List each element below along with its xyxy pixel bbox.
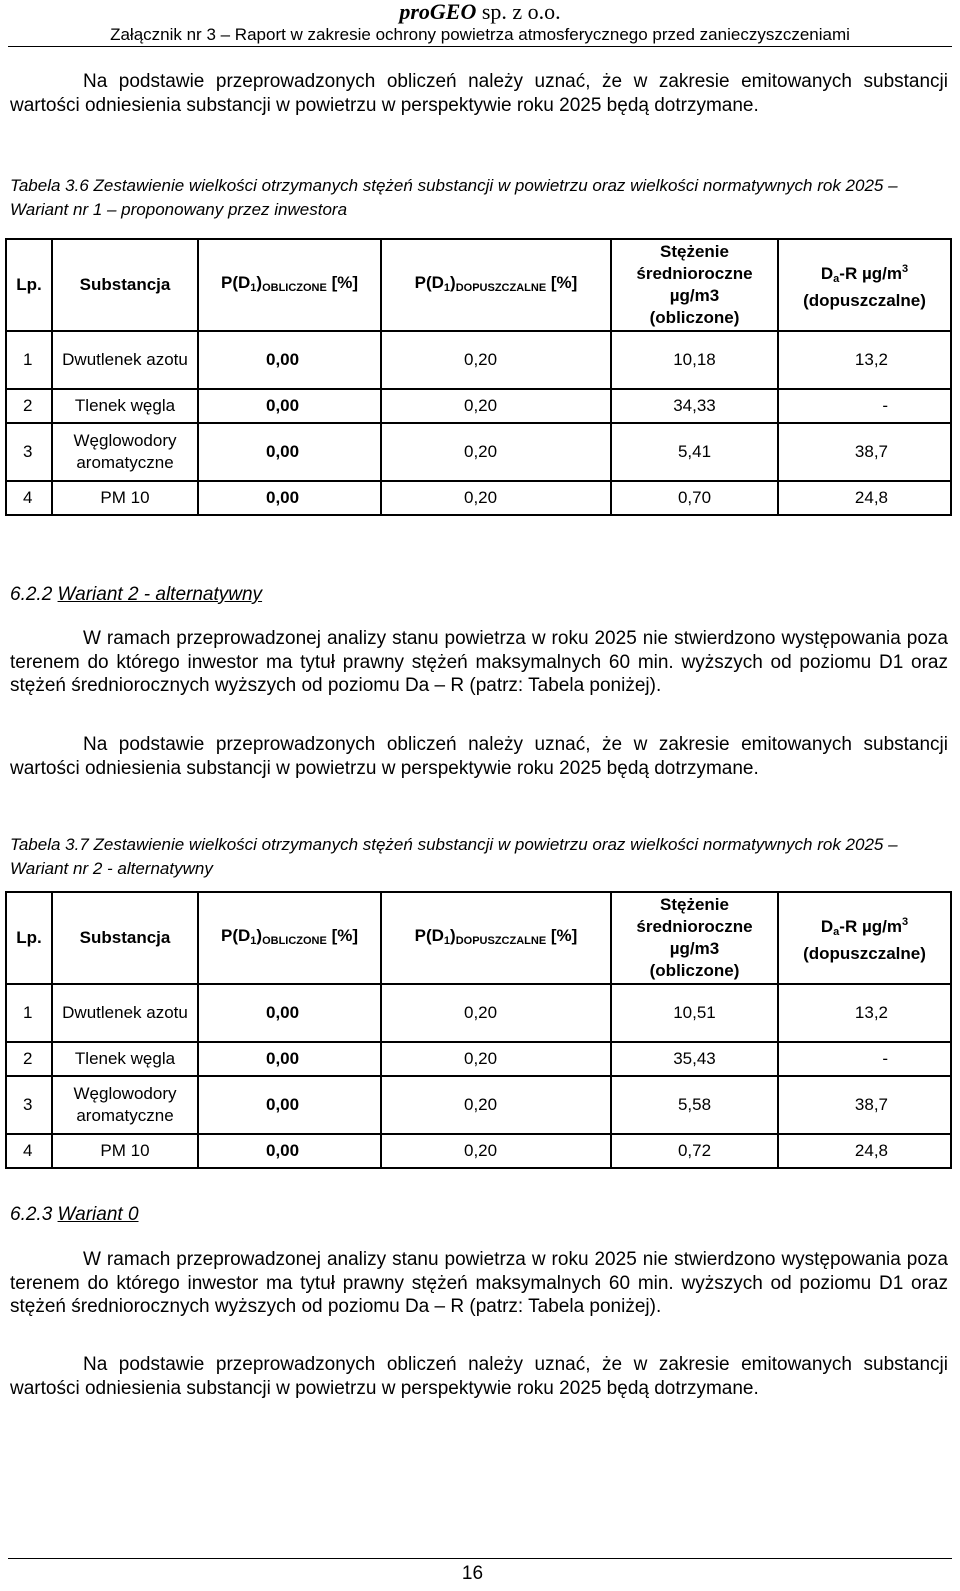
header-substance-label: Substancja [79,928,171,947]
cell-lp: 4 [6,481,52,515]
cell-da-r: 24,8 [778,481,951,515]
cell-da-r: 38,7 [778,423,951,481]
header-p-dopuszczalne: P(D1)DOPUSZCZALNE [%] [381,239,611,331]
section-623-heading: 6.2.3 Wariant 0 [10,1204,139,1225]
section-622-heading: 6.2.2 Wariant 2 - alternatywny [10,584,263,605]
cell-substance: Dwutlenek azotu [52,984,198,1042]
header-divider [8,46,952,47]
cell-p-obliczone: 0,00 [198,1042,381,1076]
section-623-paragraph-1: W ramach przeprowadzonej analizy stanu powietrza w roku 2025 nie stwierdzono występowania poza terenem do którego inwestor ma tytuł prawny stężeń maksymalnych 60 min. wyższych od poziomu D1 oraz stężeń średniorocznych wyższych od poziomu Da – R (patrz: Tabela poniżej). [10,1249,948,1317]
header-lp [6,892,52,984]
company-logo-text: proGEO [399,0,477,24]
header-lp-label: Lp. [16,928,42,947]
cell-concentration: 35,43 [611,1042,778,1076]
header-concentration: Stężenie średnioroczne µg/m3 (obliczone) [611,239,778,331]
cell-da-r: 13,2 [778,984,951,1042]
table1-caption: Tabela 3.6 Zestawienie wielkości otrzymanych stężeń substancji w powietrzu oraz wielkości normatywnych rok 2025 – Wariant nr 1 – proponowany przez inwestora [10,176,898,219]
cell-lp: 3 [6,1076,52,1134]
cell-p-dopuszczalne: 0,20 [381,984,611,1042]
cell-concentration: 5,58 [611,1076,778,1134]
page-header [0,0,960,45]
cell-p-obliczone: 0,00 [198,984,381,1042]
header-concentration: Stężenie średnioroczne µg/m3 (obliczone) [611,892,778,984]
cell-concentration: 0,70 [611,481,778,515]
cell-concentration: 5,41 [611,423,778,481]
cell-p-dopuszczalne: 0,20 [381,1076,611,1134]
cell-p-dopuszczalne: 0,20 [381,1134,611,1168]
header-p-obliczone: P(D1)OBLICZONE [%] [198,892,381,984]
document-subtitle: Załącznik nr 3 – Raport w zakresie ochrony powietrza atmosferycznego przed zanieczyszczeniami [110,25,850,44]
cell-p-dopuszczalne: 0,20 [381,1042,611,1076]
table2-caption: Tabela 3.7 Zestawienie wielkości otrzymanych stężeń substancji w powietrzu oraz wielkości normatywnych rok 2025 – Wariant nr 2 - alternatywny [10,835,898,878]
table2-header-row [6,892,951,984]
cell-da-r: 13,2 [778,331,951,389]
cell-concentration: 0,72 [611,1134,778,1168]
company-suffix: sp. z o.o. [476,0,561,24]
cell-substance: Tlenek węgla [52,389,198,423]
cell-da-r: 38,7 [778,1076,951,1134]
cell-substance: Tlenek węgla [52,1042,198,1076]
header-da-r: Da-R $\mu g/m^3$ (dopuszczalne) [778,239,951,331]
table2-body [6,984,951,1168]
cell-lp: 2 [6,389,52,423]
section-622-paragraph-1: W ramach przeprowadzonej analizy stanu powietrza w roku 2025 nie stwierdzono występowania poza terenem do którego inwestor ma tytuł prawny stężeń maksymalnych 60 min. wyższych od poziomu D1 oraz stężeń średniorocznych wyższych od poziomu Da – R (patrz: Tabela poniżej). [10,628,948,696]
header-substance [52,239,198,331]
cell-concentration: 10,51 [611,984,778,1042]
table1-header-row [6,239,951,331]
cell-p-dopuszczalne: 0,20 [381,331,611,389]
cell-lp: 2 [6,1042,52,1076]
section-623-paragraph-2: Na podstawie przeprowadzonych obliczeń należy uznać, że w zakresie emitowanych substancji wartości odniesienia substancji w powietrzu w perspektywie roku 2025 będą dotrzymane. [10,1354,948,1399]
table1 [5,238,952,516]
section-622-paragraph-2: Na podstawie przeprowadzonych obliczeń należy uznać, że w zakresie emitowanych substancji wartości odniesienia substancji w powietrzu w perspektywie roku 2025 będą dotrzymane. [10,734,948,779]
cell-lp: 4 [6,1134,52,1168]
header-substance [52,892,198,984]
cell-p-obliczone: 0,00 [198,1134,381,1168]
page-number: 16 [461,1563,484,1584]
cell-p-dopuszczalne: 0,20 [381,423,611,481]
cell-lp: 3 [6,423,52,481]
table-row [6,1134,951,1168]
cell-p-obliczone: 0,00 [198,1076,381,1134]
intro-paragraph: Na podstawie przeprowadzonych obliczeń należy uznać, że w zakresie emitowanych substancji wartości odniesienia substancji w powietrzu w perspektywie roku 2025 będą dotrzymane. [10,71,948,116]
header-lp-label: Lp. [16,275,42,294]
cell-p-obliczone: 0,00 [198,389,381,423]
cell-da-r: - [778,1042,951,1076]
cell-concentration: 34,33 [611,389,778,423]
cell-da-r: - [778,389,951,423]
cell-p-obliczone: 0,00 [198,481,381,515]
header-lp [6,239,52,331]
cell-da-r: 24,8 [778,1134,951,1168]
table2 [5,891,952,1169]
cell-substance: Węglowodory aromatyczne [52,423,198,481]
table-row [6,481,951,515]
table-row [6,423,951,481]
cell-lp: 1 [6,984,52,1042]
cell-p-obliczone: 0,00 [198,331,381,389]
header-substance-label: Substancja [79,275,171,294]
header-p-obliczone: P(D1)OBLICZONE [%] [198,239,381,331]
header-p-dopuszczalne: P(D1)DOPUSZCZALNE [%] [381,892,611,984]
table-row [6,1042,951,1076]
table-row [6,389,951,423]
company-name [0,1,960,23]
table-row [6,984,951,1042]
cell-p-dopuszczalne: 0,20 [381,389,611,423]
cell-lp: 1 [6,331,52,389]
table-row [6,1076,951,1134]
table-row [6,331,951,389]
cell-substance: PM 10 [52,1134,198,1168]
footer-divider [8,1558,952,1559]
cell-p-dopuszczalne: 0,20 [381,481,611,515]
header-da-r: Da-R $\mu g/m^3$ (dopuszczalne) [778,892,951,984]
cell-substance: Dwutlenek azotu [52,331,198,389]
cell-substance: Węglowodory aromatyczne [52,1076,198,1134]
table1-body [6,331,951,515]
cell-p-obliczone: 0,00 [198,423,381,481]
cell-substance: PM 10 [52,481,198,515]
cell-concentration: 10,18 [611,331,778,389]
